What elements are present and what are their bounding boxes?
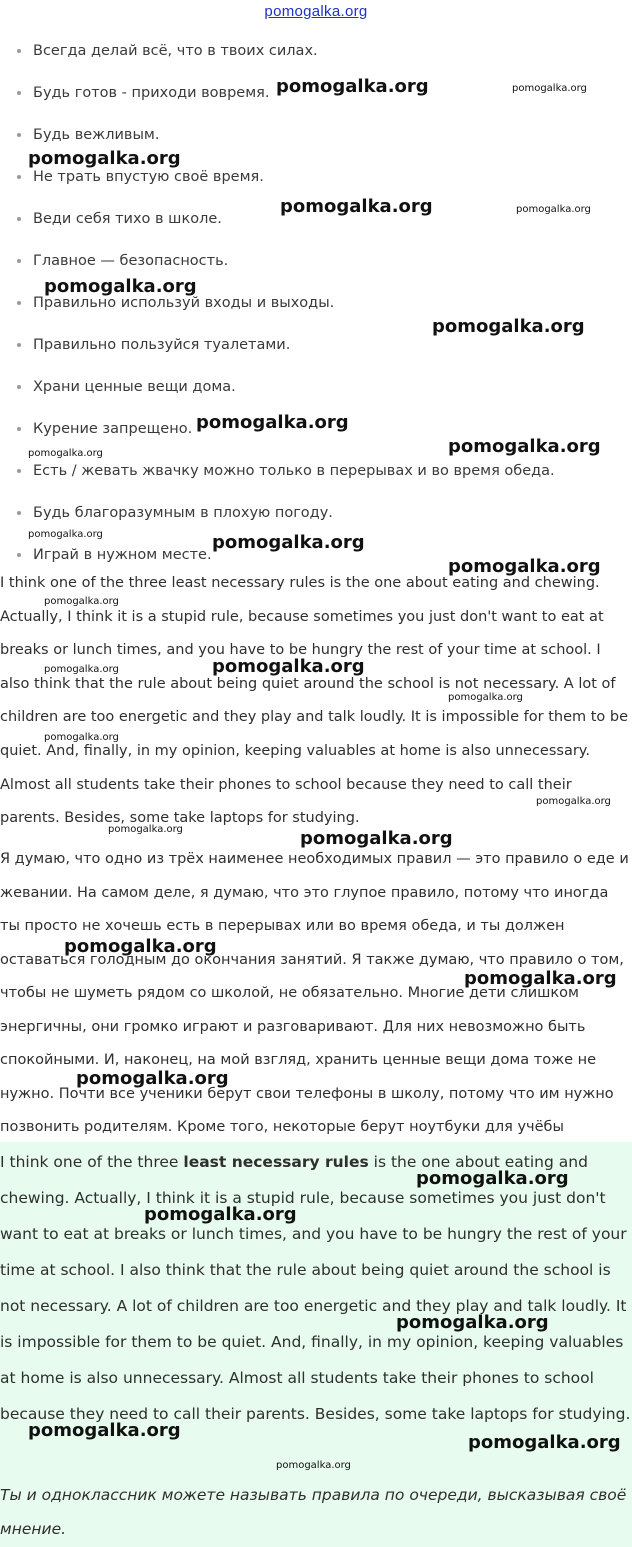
rule-item: Играй в нужном месте.: [0, 534, 632, 576]
rule-item: Будь готов - приходи вовремя.: [0, 72, 632, 114]
watermark: pomogalka.org: [432, 316, 585, 337]
answer-text-before: I think one of the three: [0, 1153, 184, 1171]
watermark: pomogalka.org: [196, 412, 349, 433]
watermark: pomogalka.org: [276, 1460, 351, 1471]
rules-list: [0, 30, 632, 576]
watermark: pomogalka.org: [28, 1420, 181, 1441]
rule-item: Будь вежливым.: [0, 114, 632, 156]
watermark: pomogalka.org: [28, 529, 103, 540]
rule-item: Правильно используй входы и выходы.: [0, 282, 632, 324]
watermark: pomogalka.org: [464, 968, 617, 989]
rule-item: Есть / жевать жвачку можно только в перерывах и во время обеда.: [0, 450, 632, 492]
watermark: pomogalka.org: [516, 204, 591, 215]
watermark: pomogalka.org: [28, 448, 103, 459]
watermark: pomogalka.org: [28, 148, 181, 169]
rule-item: Не трать впустую своё время.: [0, 156, 632, 198]
watermark: pomogalka.org: [212, 656, 365, 677]
rule-item: Правильно пользуйся туалетами.: [0, 324, 632, 366]
watermark: pomogalka.org: [280, 196, 433, 217]
watermark: pomogalka.org: [300, 828, 453, 849]
watermark: pomogalka.org: [108, 824, 183, 835]
site-link[interactable]: pomogalka.org: [264, 3, 368, 20]
watermark: pomogalka.org: [44, 732, 119, 743]
rule-item: Веди себя тихо в школе.: [0, 198, 632, 240]
watermark: pomogalka.org: [416, 1168, 569, 1189]
answer-text-bold: least necessary rules: [183, 1153, 369, 1171]
rule-item: Будь благоразумным в плохую погоду.: [0, 492, 632, 534]
rule-item: Всегда делай всё, что в твоих силах.: [0, 30, 632, 72]
watermark: pomogalka.org: [536, 796, 611, 807]
watermark: pomogalka.org: [44, 664, 119, 675]
watermark: pomogalka.org: [512, 83, 587, 94]
watermark: pomogalka.org: [44, 596, 119, 607]
rule-item: Храни ценные вещи дома.: [0, 366, 632, 408]
answer-text-after: is the one about eating and chewing. Actually, I think it is a stupid rule, because sometimes you just don't want to eat at breaks or lunch times, and you have to be hungry the rest of your time at school. I also think that the rule about being quiet around the school is not necessary. A lot of children are too energetic and they play and talk loudly. It is impossible for them to be quiet. And, finally, in my opinion, keeping valuables at home is also unnecessary. Almost all students take their phones to school because they need to call their parents. Besides, some take laptops for studying.: [0, 1153, 631, 1423]
watermark: pomogalka.org: [468, 1432, 621, 1453]
answer-english: I think one of the three least necessary rules is the one about eating and chewing. Actually, I think it is a stupid rule, because sometimes you just don't want to eat at breaks or lunch times, and you have to be hungry the rest of your time at school. I also think that the rule about being quiet around the school is not necessary. A lot of children are too energetic and they play and talk loudly. It is impossible for them to be quiet. And, finally, in my opinion, keeping valuables at home is also unnecessary. Almost all students take their phones to school because they need to call their parents. Besides, some take laptops for studying.: [0, 575, 629, 827]
watermark: pomogalka.org: [76, 1068, 229, 1089]
watermark: pomogalka.org: [396, 1312, 549, 1333]
watermark: pomogalka.org: [448, 436, 601, 457]
watermark: pomogalka.org: [448, 692, 523, 703]
watermark: pomogalka.org: [44, 276, 197, 297]
watermark: pomogalka.org: [448, 556, 601, 577]
rule-item: Главное — безопасность.: [0, 240, 632, 282]
watermark: pomogalka.org: [212, 532, 365, 553]
task-instruction: Ты и одноклассник можете называть правила по очереди, высказывая своё мнение.: [0, 1486, 627, 1538]
watermark: pomogalka.org: [144, 1204, 297, 1225]
rule-item: Курение запрещено.: [0, 408, 632, 450]
watermark: pomogalka.org: [276, 76, 429, 97]
answer-russian: Я думаю, что одно из трёх наименее необходимых правил — это правило о еде и жевании. На самом деле, я думаю, что это глупое правило, потому что иногда ты просто не хочешь есть в перерывах или во время обеда, и ты должен оставаться голодным до окончания занятий. Я также думаю, что правило о том, чтобы не шуметь рядом со школой, не обязательно. Многие дети слишком энергичны, они громко играют и разговаривают. Для них невозможно быть спокойными. И, наконец, на мой взгляд, хранить ценные вещи дома тоже не нужно. Почти все ученики берут свои телефоны в школу, потому что им нужно позвонить родителям. Кроме того, некоторые берут ноутбуки для учёбы: [0, 851, 629, 1135]
watermark: pomogalka.org: [64, 936, 217, 957]
